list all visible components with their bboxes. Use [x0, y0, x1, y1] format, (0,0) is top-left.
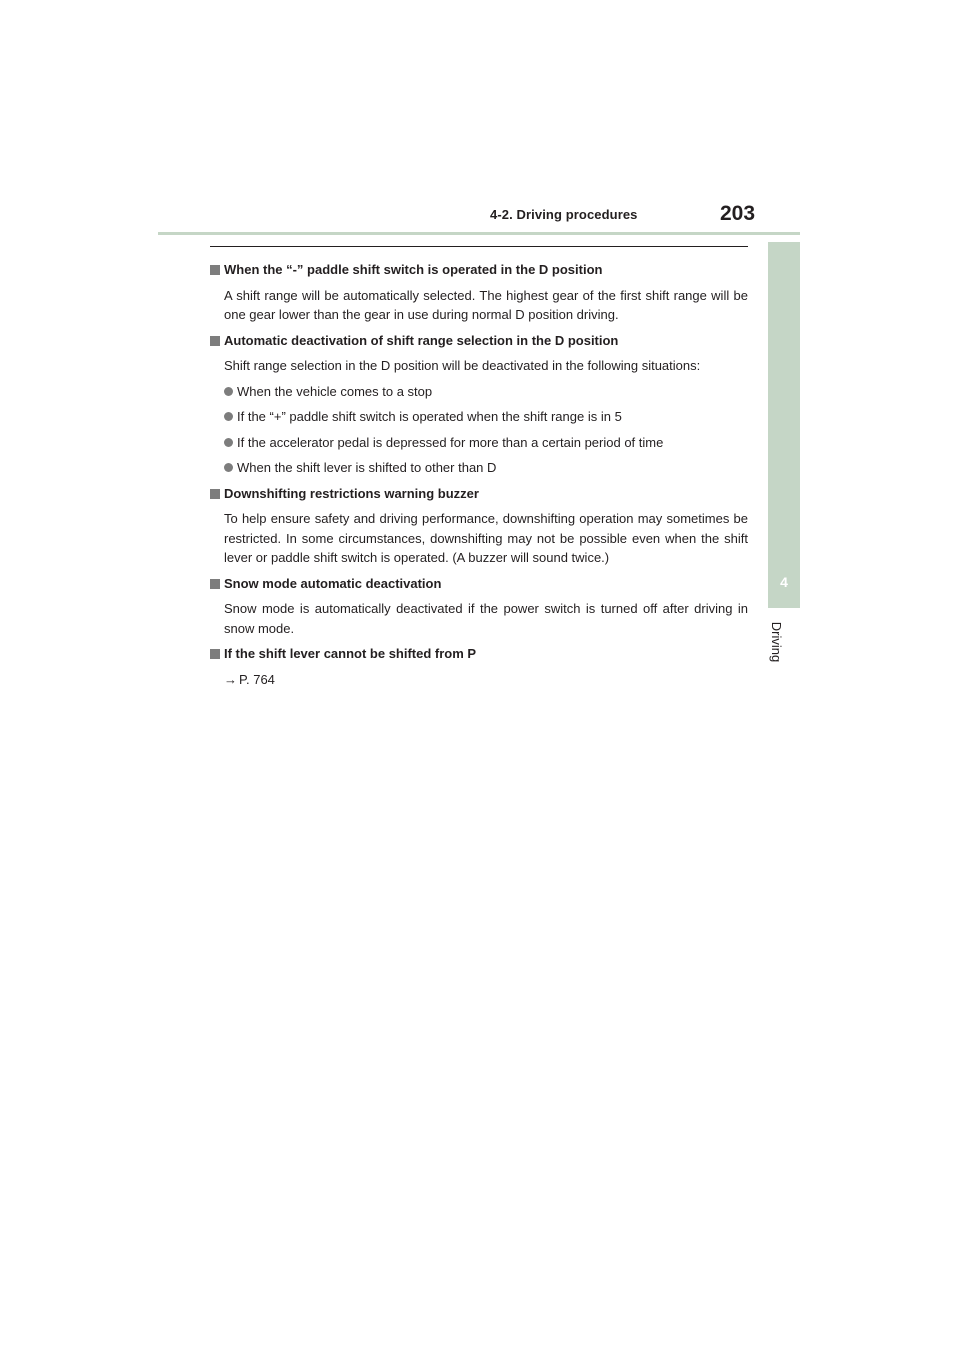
page-reference[interactable] [224, 670, 748, 690]
list-item-text: If the “+” paddle shift switch is operated when the shift range is in 5 [237, 409, 622, 424]
chapter-side-tab [768, 242, 800, 608]
list-item-text: When the shift lever is shifted to other than D [237, 460, 497, 475]
content-top-rule [210, 246, 748, 247]
section-heading [210, 331, 748, 351]
list-item [224, 458, 748, 478]
round-bullet-icon [224, 387, 233, 396]
chapter-label: Driving [769, 621, 784, 663]
section-heading-text: If the shift lever cannot be shifted from P [224, 646, 477, 661]
chapter-number: 4 [780, 574, 788, 590]
list-item-text: If the accelerator pedal is depressed for more than a certain period of time [237, 434, 664, 450]
round-bullet-icon [224, 463, 233, 472]
section-heading-text: When the “-” paddle shift switch is operated in the D position [224, 262, 603, 277]
list-item [224, 433, 748, 453]
square-bullet-icon [210, 489, 220, 499]
round-bullet-icon [224, 412, 233, 421]
section-paragraph: To help ensure safety and driving performance, downshifting operation may sometimes be restricted. In some circumstances, downshifting may not be possible even when the shift lever or paddle shift switch is operated. (A buzzer will sound twice.) [224, 511, 748, 565]
list-item-text: When the vehicle comes to a stop [237, 383, 433, 399]
square-bullet-icon [210, 336, 220, 346]
section-heading-text: Snow mode automatic deactivation [224, 575, 442, 591]
section-heading-text: Downshifting restrictions warning buzzer [224, 485, 479, 501]
square-bullet-icon [210, 265, 220, 275]
page-reference-link[interactable]: P. 764 [239, 671, 275, 687]
list-item [224, 407, 748, 427]
square-bullet-icon [210, 649, 220, 659]
arrow-right-icon: → [224, 671, 237, 687]
section-heading-text: Automatic deactivation of shift range selection in the D position [224, 332, 619, 348]
header-rule [158, 232, 800, 235]
round-bullet-icon [224, 438, 233, 447]
section-paragraph: A shift range will be automatically selected. The highest gear of the first shift range will be one gear lower than the gear in use during normal D position driving. [224, 287, 748, 322]
section-paragraph: Snow mode is automatically deactivated if the power switch is turned off after driving in snow mode. [224, 601, 748, 636]
section-heading [210, 260, 748, 280]
section-heading [210, 574, 748, 594]
list-item [224, 382, 748, 402]
square-bullet-icon [210, 579, 220, 589]
section-heading [210, 644, 748, 664]
section-paragraph: Shift range selection in the D position will be deactivated in the following situations: [224, 358, 701, 373]
section-heading [210, 484, 748, 504]
page-number: 203 [720, 202, 756, 225]
running-header-section: 4-2. Driving procedures [490, 207, 638, 222]
page-content [210, 260, 748, 695]
